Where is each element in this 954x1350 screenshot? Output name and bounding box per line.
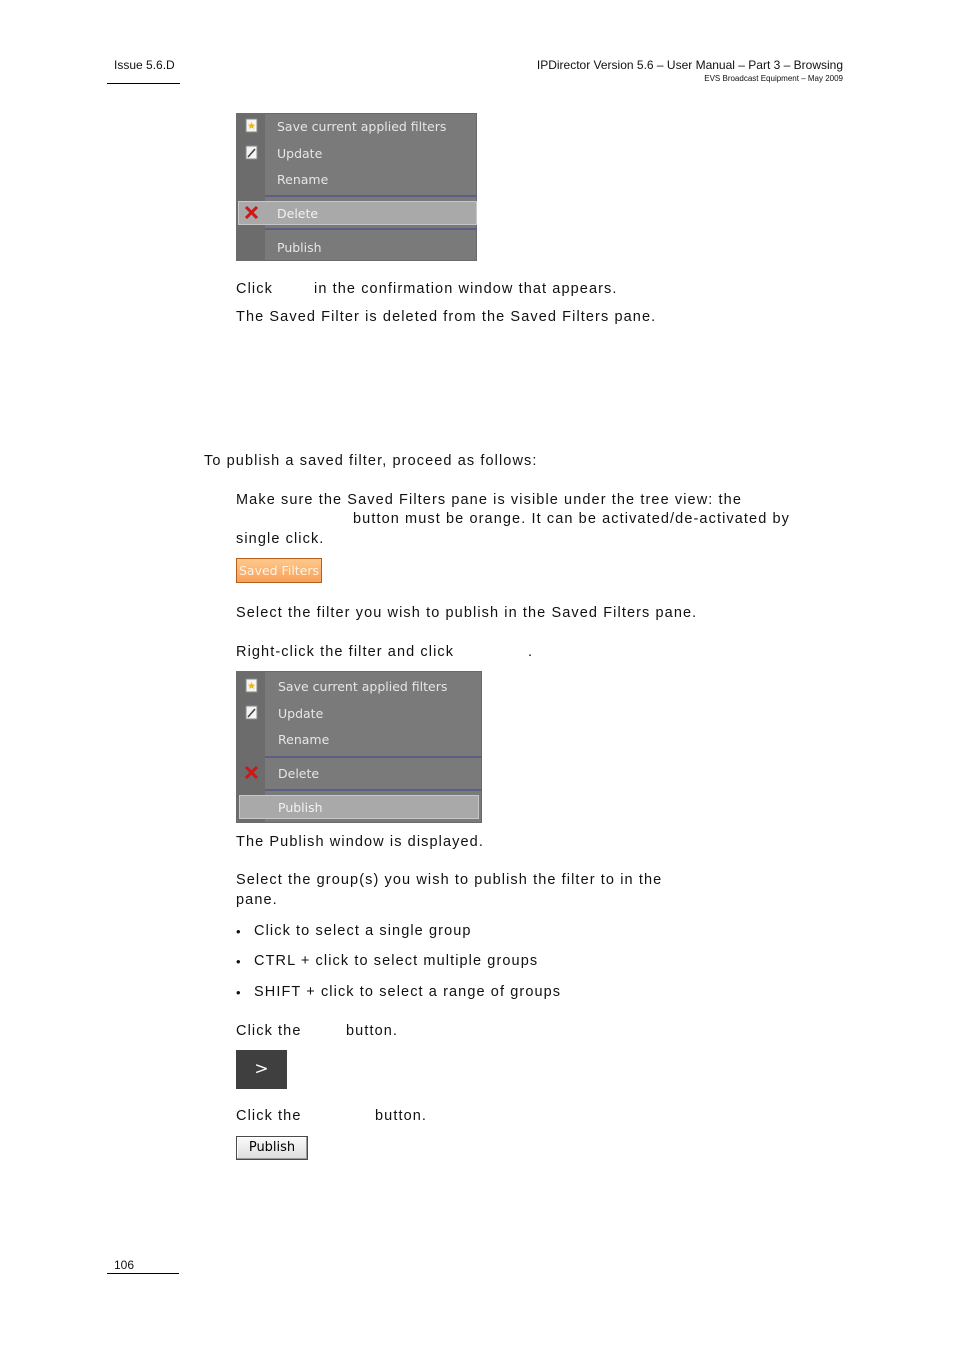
menu-item-save-filters[interactable] [236,114,477,138]
context-menu-delete [236,113,477,261]
menu-item-label: Publish [278,800,323,815]
menu-separator [265,195,477,197]
menu-item-rename[interactable] [236,727,482,751]
right-click-text-a: Right-click the filter and click [236,644,455,660]
issue-label: Issue 5.6.D [114,58,175,72]
deleted-text: The Saved Filter is deleted from the Saved Filters pane. [236,309,657,325]
edit-document-icon [244,705,259,720]
footer-rule [107,1273,179,1274]
click-confirm-text-b: in the confirmation window that appears. [314,281,618,297]
menu-item-label: Save current applied filters [277,119,447,134]
menu-item-rename[interactable] [236,167,477,191]
bullet-item: CTRL + click to select multiple groups [254,953,539,969]
menu-item-label: Delete [278,766,320,781]
menu-separator [265,756,482,758]
click-the-text-b: button. [346,1023,399,1039]
click-the-text-a: Click the [236,1023,302,1039]
right-click-text-b: . [528,644,534,660]
select-groups-line-1: Select the group(s) you wish to publish the filter to in the [236,872,663,888]
delete-x-icon [244,765,259,780]
document-title: IPDirector Version 5.6 – User Manual – Part 3 – Browsing [536,58,843,72]
click-the2-text-a: Click the [236,1108,302,1124]
make-sure-line-3: single click. [236,531,325,547]
select-groups-line-2: pane. [236,892,278,908]
header-rule-left [107,83,180,84]
menu-item-label: Update [278,706,324,721]
add-group-arrow-button[interactable]: > [236,1050,287,1089]
menu-separator [265,789,482,791]
saved-filters-button[interactable]: Saved Filters [236,558,322,583]
star-document-icon [244,118,259,133]
make-sure-line-2: button must be orange. It can be activated/de-activated by [353,511,791,527]
delete-x-icon [244,205,259,220]
menu-item-save-filters[interactable] [236,674,482,698]
select-filter-text: Select the filter you wish to publish in the Saved Filters pane. [236,605,698,621]
star-document-icon [244,678,259,693]
bullet-icon: • [236,954,241,969]
publish-intro: To publish a saved filter, proceed as follows: [204,453,538,469]
menu-item-publish[interactable] [239,795,479,819]
bullet-item: Click to select a single group [254,923,472,939]
menu-item-delete[interactable] [236,761,482,785]
click-confirm-text-a: Click [236,281,273,297]
menu-item-label: Rename [277,172,329,187]
bullet-icon: • [236,985,241,1000]
document-subtitle: EVS Broadcast Equipment – May 2009 [704,74,843,83]
menu-item-label: Delete [277,206,319,221]
menu-item-label: Update [277,146,323,161]
page-number: 106 [114,1258,135,1272]
edit-document-icon [244,145,259,160]
menu-item-label: Rename [278,732,330,747]
menu-separator [265,228,477,230]
bullet-icon: • [236,924,241,939]
menu-item-update[interactable] [236,141,477,165]
bullet-item: SHIFT + click to select a range of groups [254,984,562,1000]
click-the2-text-b: button. [375,1108,428,1124]
menu-item-delete[interactable] [238,201,477,225]
menu-item-label: Save current applied filters [278,679,448,694]
make-sure-line-1: Make sure the Saved Filters pane is visible under the tree view: the [236,492,742,508]
publish-button[interactable]: Publish [236,1136,308,1160]
context-menu-publish [236,671,482,823]
menu-item-label: Publish [277,240,322,255]
menu-item-update[interactable] [236,701,482,725]
menu-item-publish[interactable] [236,235,477,259]
publish-window-text: The Publish window is displayed. [236,834,484,850]
